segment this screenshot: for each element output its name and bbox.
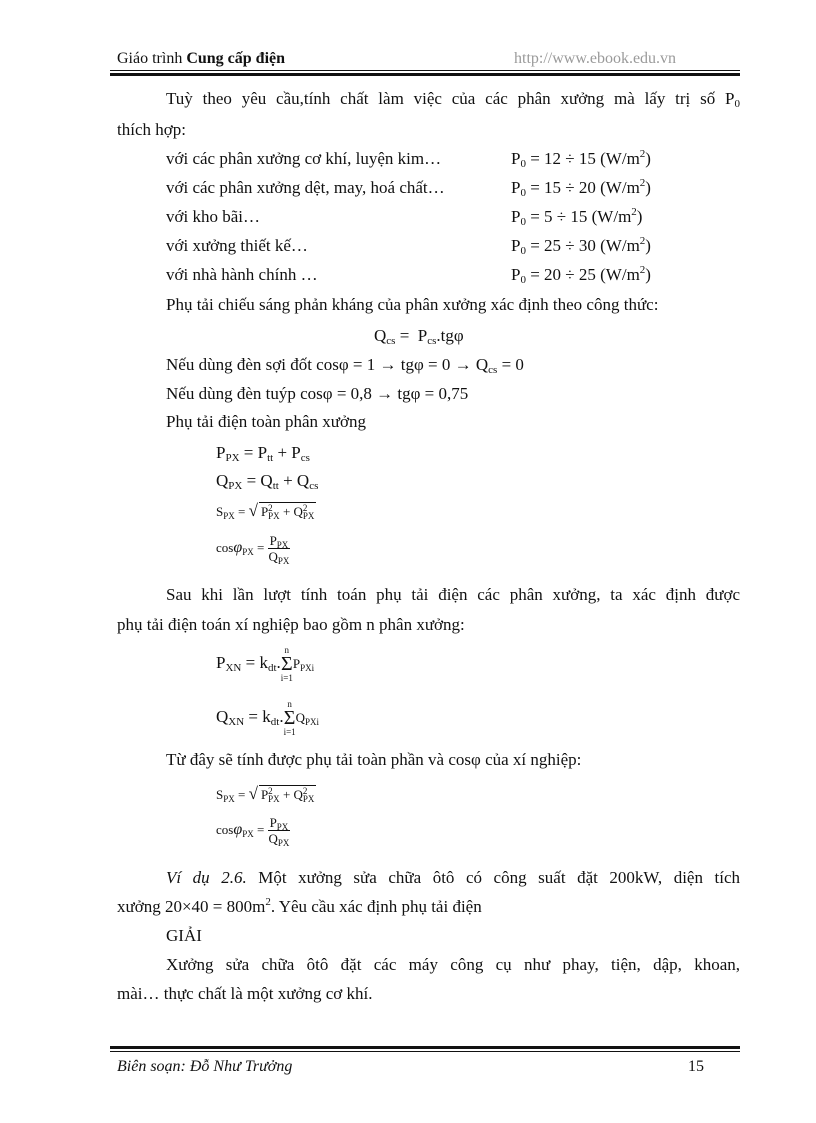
qxn-formula: $Q_{XN} = k_{dt}$. n Σ i=1 $Q_{PXi}$: [216, 699, 320, 737]
ppx-formula: $P_{PX} = P_{tt} + P_{cs}$: [216, 443, 310, 464]
p0-row-label: với các phân xưởng cơ khí, luyện kim…: [166, 149, 442, 168]
incandescent-line: Nếu dùng đèn sợi đốt $\cos\varphi = 1 \to tg\varphi = 0 \to Q_{cs} = 0$: [166, 355, 524, 376]
example-line-1: Ví dụ 2.6. Một xưởng sửa chữa ôtô có công suất đặt 200kW, diện tích: [166, 868, 741, 887]
p0-row-value: $P_0 = 20 \div 25$ $(W/m^2)$: [511, 264, 651, 286]
pxn-formula: $P_{XN} = k_{dt}$. n Σ i=1 $P_{PXi}$: [216, 645, 315, 683]
p0-row-label: với kho bãi…: [166, 207, 260, 226]
example-label: Ví dụ 2.6.: [166, 868, 247, 887]
footer-author: Biên soạn: Đỗ Như Trưởng: [117, 1058, 293, 1075]
header-title-prefix: Giáo trình: [117, 50, 187, 67]
sigma-symbol: n Σ i=1: [280, 645, 293, 683]
intro-line-1: [117, 89, 740, 110]
solution-line-2: mài… thực chất là một xưởng cơ khí.: [117, 984, 373, 1003]
from-here-text: Từ đây sẽ tính được phụ tải toàn phần và cosφ của xí nghiệp:: [166, 750, 582, 769]
p0-row-label: với các phân xưởng dệt, may, hoá chất…: [166, 178, 445, 197]
header-title-bold: Cung cấp điện: [186, 50, 286, 67]
qpx-formula: $Q_{PX} = Q_{tt} + Q_{cs}$: [216, 471, 319, 492]
p0-row-value: $P_0 = 15 \div 20$ $(W/m^2)$: [511, 177, 651, 199]
header-rule-thin: [110, 70, 740, 71]
intro-line-1-text: Tuỳ theo yêu cầu,tính chất làm việc của các phân xưởng mà lấy trị số P: [166, 89, 735, 108]
example-line-2: xưởng $20\times 40 = 800m^2$. Yêu cầu xác định phụ tải điện: [117, 896, 482, 916]
qcs-formula: $Q_{cs} = P_{cs}.tg\varphi$: [374, 326, 464, 347]
spx-formula: $S_{PX}$ = √ P 2 PX + Q 2 PX: [216, 501, 315, 521]
workshop-total-heading: Phụ tải điện toàn phân xưởng: [166, 412, 366, 431]
cos-formula: cosφ$_{PX}$ = $\frac{P_{PX}}{Q_{PX}}$: [216, 533, 290, 566]
p0-row-value: $P_0 = 12 \div 15$ $(W/m^2)$: [511, 148, 651, 170]
fluorescent-line: Nếu dùng đèn tuýp cosφ = 0,8 → tgφ = 0,75: [166, 384, 469, 403]
header-title: [117, 50, 285, 68]
intro-line-1-sub: 0: [734, 98, 740, 110]
spx-formula-2: $S_{PX}$ = √ P 2 PX + Q 2 PX: [216, 784, 315, 804]
p0-row-label: với nhà hành chính …: [166, 265, 318, 284]
page-number: 15: [688, 1058, 704, 1075]
p0-row-value: $P_0 = 5 \div 15$ $(W/m^2)$: [511, 206, 643, 228]
header-url[interactable]: http://www.ebook.edu.vn: [514, 50, 677, 67]
p0-row-value: $P_0 = 25 \div 30$ $(W/m^2)$: [511, 235, 651, 257]
footer-rule-thin: [110, 1051, 740, 1052]
p0-row-label: với xưởng thiết kế…: [166, 236, 308, 255]
solution-line-1: Xưởng sửa chữa ôtô đặt các máy công cụ như phay, tiện, dập, khoan,: [166, 955, 740, 974]
solution-heading: GIẢI: [166, 926, 202, 945]
after-text-1: Sau khi lần lượt tính toán phụ tải điện các phân xưởng, ta xác định được: [166, 585, 740, 604]
reactive-text: Phụ tải chiếu sáng phản kháng của phân xưởng xác định theo công thức:: [166, 295, 659, 314]
after-text-2: phụ tải điện toán xí nghiệp bao gồm n phân xưởng:: [117, 615, 465, 634]
footer-rule-thick: [110, 1046, 740, 1049]
intro-line-2: thích hợp:: [117, 120, 186, 139]
cos-formula-2: cosφ$_{PX}$ = $\frac{P_{PX}}{Q_{PX}}$: [216, 815, 290, 848]
header-rule-thick: [110, 73, 740, 76]
sigma-symbol: n Σ i=1: [283, 699, 296, 737]
